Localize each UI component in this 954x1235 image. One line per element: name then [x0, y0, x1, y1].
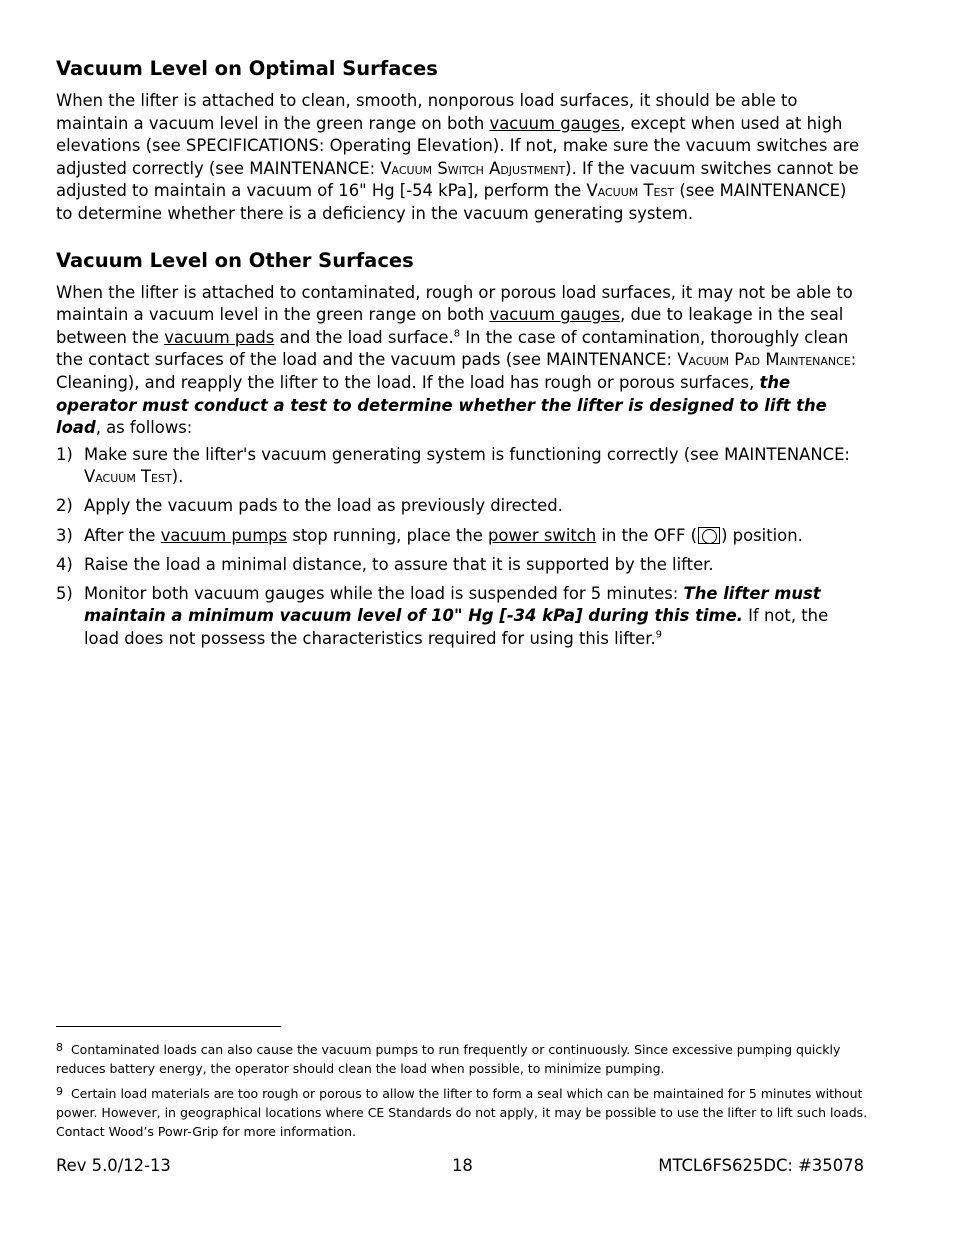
link-vacuum-pumps[interactable]: vacuum pumps	[160, 525, 288, 545]
step-3: 3) After the vacuum pumps stop running, place the power switch in the OFF ( ) position.	[56, 525, 803, 545]
link-vacuum-gauges[interactable]: vacuum gauges	[489, 113, 621, 133]
heading-optimal-surfaces: Vacuum Level on Optimal Surfaces	[56, 57, 438, 80]
footer-revision: Rev 5.0/12-13	[56, 1156, 171, 1175]
section-optimal-surfaces	[56, 56, 868, 226]
test-steps-list	[56, 444, 868, 651]
paragraph-optimal-surfaces: When the lifter is attached to clean, smooth, nonporous load surfaces, it should be able to maintain a vacuum level in the green range on both vacuum gauges, except when used at high elevations (see SPECIFICATIONS: Operating Elevation). If not, make sure the vacuum switches are adjusted correctly (see MAINTENANCE: Vacuum Switch Adjustment). If the vacuum switches cannot be adjusted to maintain a vacuum of 16" Hg [-54 kPa], perform the Vacuum Test (see MAINTENANCE) to determine whether there is a deficiency in the vacuum generating system.	[56, 91, 860, 223]
link-power-switch[interactable]: power switch	[488, 525, 597, 545]
power-off-icon	[698, 527, 720, 544]
step-2: 2) Apply the vacuum pads to the load as previously directed.	[56, 496, 563, 516]
footer-page-number: 18	[452, 1156, 473, 1175]
footnote-9: $^9$ Certain load materials are too rough or porous to allow the lifter to form a seal which can be maintained for 5 minutes without power. However, in geographical locations where CE Standards do not apply, it may be possible to use the lifter to lift such loads. Contact Wood’s Powr-Grip for more information.	[56, 1085, 868, 1139]
ref-vacuum-pad-maintenance: Vacuum Pad Maintenance	[677, 350, 851, 370]
step-4: 4) Raise the load a minimal distance, to assure that it is supported by the lifter.	[56, 554, 714, 574]
ref-vacuum-test-2: Vacuum Test	[84, 467, 172, 487]
page-footer	[56, 1154, 864, 1178]
footnote-separator	[56, 1026, 281, 1027]
page-content	[56, 56, 868, 657]
emphasis-operator-test: the operator must conduct a test to determine whether the lifter is designed to lift the load	[56, 372, 827, 438]
section-other-surfaces	[56, 248, 868, 651]
paragraph-other-surfaces: When the lifter is attached to contaminated, rough or porous load surfaces, it may not be able to maintain a vacuum level in the green range on both vacuum gauges, due to leakage in the seal between the vacuum pads and the load surface.$^8$ In the case of contamination, thoroughly clean the contact surfaces of the load and the vacuum pads (see MAINTENANCE: Vacuum Pad Maintenance: Cleaning), and reapply the lifter to the load. If the load has rough or porous surfaces, the operator must conduct a test to determine whether the lifter is designed to lift the load, as follows:	[56, 282, 857, 438]
footnote-8: $^8$ Contaminated loads can also cause the vacuum pumps to run frequently or continuously. Since excessive pumping quickly reduces battery energy, the operator should clean the load when possible, to minimize pumping.	[56, 1041, 841, 1076]
link-vacuum-pads[interactable]: vacuum pads	[164, 327, 275, 347]
footnotes	[56, 1040, 868, 1147]
footnote-ref-9: 9	[655, 629, 663, 641]
ref-vacuum-switch-adjustment: Vacuum Switch Adjustment	[380, 158, 566, 178]
footer-model: MTCL6FS625DC: #35078	[658, 1156, 864, 1175]
footnote-ref-8: 8	[453, 328, 461, 340]
ref-vacuum-test: Vacuum Test	[586, 181, 675, 201]
link-vacuum-gauges-2[interactable]: vacuum gauges	[489, 305, 621, 325]
step-5: 5) Monitor both vacuum gauges while the load is suspended for 5 minutes: The lifter must maintain a minimum vacuum level of 10" Hg [-34 kPa] during this time. If not, the load does not possess the characteristics required for using this lifter.$^9$	[56, 583, 829, 648]
emphasis-minimum-vacuum: The lifter must maintain a minimum vacuum level of 10" Hg [-34 kPa] during this time.	[84, 583, 821, 626]
step-1: 1) Make sure the lifter's vacuum generating system is functioning correctly (see MAINTENANCE: Vacuum Test).	[56, 444, 850, 487]
heading-other-surfaces: Vacuum Level on Other Surfaces	[56, 248, 414, 272]
